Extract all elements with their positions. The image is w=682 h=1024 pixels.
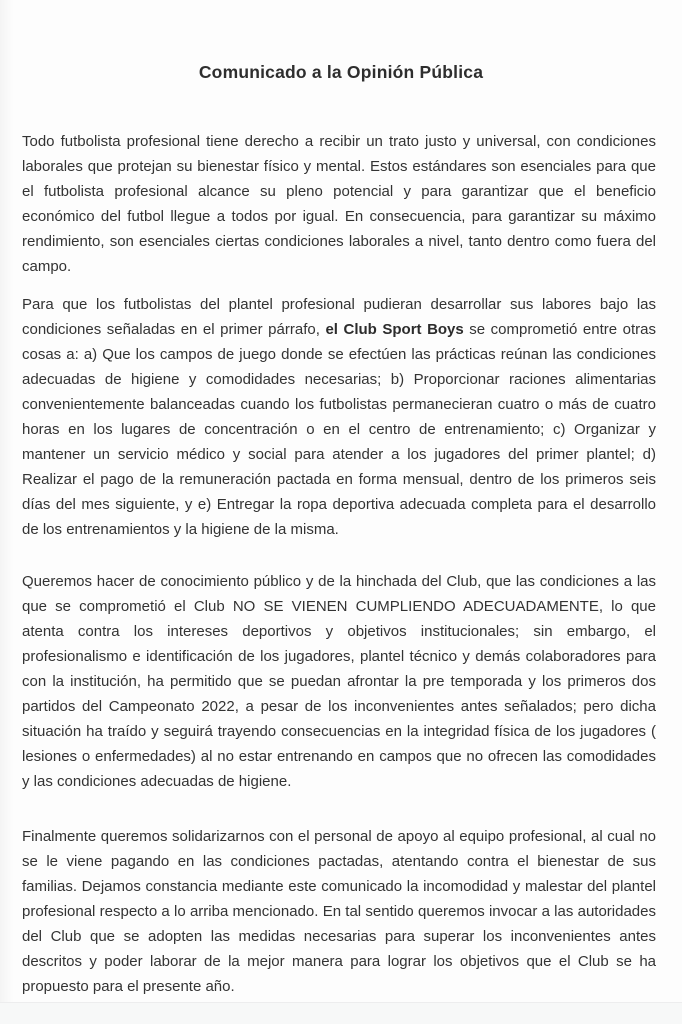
paragraph-worker-rights: Todo futbolista profesional tiene derecho a recibir un trato justo y universal, con condiciones laborales que protejan su bienestar físico y mental. Estos estándares son esenciales para que el futbolista profesional alcance su pleno potencial y para garantizar que el beneficio económico del futbol llegue a todos por igual. En consecuencia, para garantizar su máximo rendimiento, son esenciales ciertas condiciones laborales a nivel, tanto dentro como fuera del campo. — [22, 133, 656, 275]
photo-bottom-edge — [0, 1002, 682, 1024]
paragraph-club-commitments-pre: Para que los futbolistas del plantel profesional pudieran desarrollar sus labores bajo las condiciones señaladas en el primer párrafo, — [22, 296, 656, 338]
document-body — [0, 129, 682, 999]
paragraph-solidarity-closing: Finalmente queremos solidarizarnos con el personal de apoyo al equipo profesional, al cual no se le viene pagando en las condiciones pactadas, atentando contra el bienestar de sus familias. Dejamos constancia mediante este comunicado la incomodidad y malestar del plantel profesional respecto a lo arriba mencionado. En tal sentido queremos invocar a las autoridades del Club que se adopten las medidas necesarias para superar los inconvenientes antes descritos y poder laborar de la mejor manera para lograr los objetivos que el Club se ha propuesto para el presente año. — [22, 828, 656, 995]
club-name-bold: el Club Sport Boys — [325, 321, 464, 338]
paragraph-club-commitments-post: se comprometió entre otras cosas a: a) Que los campos de juego donde se efectúen las prácticas reúnan las condiciones adecuadas de higiene y comodidades necesarias; b) Proporcionar raciones alimentarias convenientemente balanceadas cuando los futbolistas permanecieran cuatro o más de cuatro horas en los lugares de concentración o en el centro de entrenamiento; c) Organizar y mantener un servicio médico y social para atender a los jugadores del primer plantel; d) Realizar el pago de la remuneración pactada en forma mensual, dentro de los primeros seis días del mes siguiente, y e) Entregar la ropa deportiva adecuada completa para el desarrollo de los entrenamientos y la higiene de la misma. — [22, 321, 657, 538]
paragraph-noncompliance: Queremos hacer de conocimiento público y de la hinchada del Club, que las condiciones a las que se comprometió el Club NO SE VIENEN CUMPLIENDO ADECUADAMENTE, lo que atenta contra los intereses deportivos y objetivos institucionales; sin embargo, el profesionalismo e identificación de los jugadores, plantel técnico y demás colaboradores para con la institución, ha permitido que se puedan afrontar la pre temporada y los primeros dos partidos del Campeonato 2022, a pesar de los inconvenientes antes señalados; pero dicha situación ha traído y seguirá trayendo consecuencias en la integridad física de los jugadores ( lesiones o enfermedades) al no estar entrenando en campos que no ofrecen las comodidades y las condiciones adecuadas de higiene. — [22, 573, 656, 790]
paragraph-club-commitments — [22, 292, 656, 542]
document-title: Comunicado a la Opinión Pública — [198, 62, 484, 82]
